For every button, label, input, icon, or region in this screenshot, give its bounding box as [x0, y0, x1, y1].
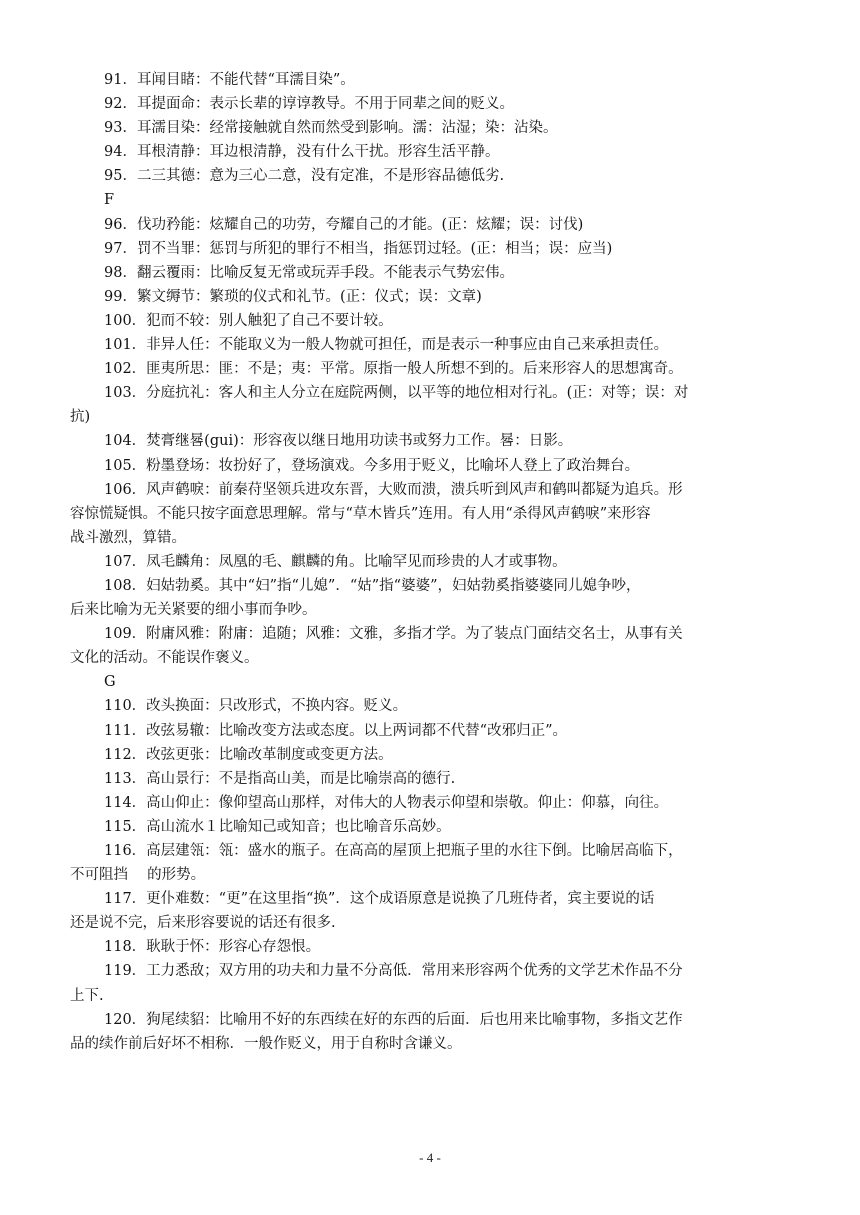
- entry-continuation-line: 战斗激烈，算错。: [70, 529, 186, 546]
- entry-line: 100．犯而不较：别人触犯了自己不要计较。: [104, 312, 393, 329]
- entry-line: 112．改弦更张：比喻改革制度或变更方法。: [104, 746, 393, 763]
- entry-line: 93．耳濡目染：经常接触就自然而然受到影响。濡：沾湿；染：沾染。: [104, 120, 558, 137]
- document-body: [70, 68, 792, 1056]
- entry-line: 92．耳提面命：表示长辈的谆谆教导。不用于同辈之间的贬义。: [104, 96, 514, 113]
- entry-line: 117．更仆难数：“更”在这里指“换”．这个成语原意是说换了几班侍者，宾主要说的话: [104, 891, 655, 908]
- entry-line: 97．罚不当罪：惩罚与所犯的罪行不相当，指惩罚过轻。(正：相当；误：应当): [104, 240, 613, 257]
- entry-line: 94．耳根清静：耳边根清静，没有什么干扰。形容生活平静。: [104, 144, 500, 161]
- entry-line: 120．狗尾续貂：比喻用不好的东西续在好的东西的后面．后也用来比喻事物，多指文艺作: [104, 1011, 683, 1028]
- entry-line: 101．非异人任：不能取义为一般人物就可担任，而是表示一种事应由自己来承担责任。: [104, 337, 669, 354]
- entry-line: 111．改弦易辙：比喻改变方法或态度。以上两词都不代替“改邪归正”。: [104, 722, 567, 739]
- entry-line: 108．妇姑勃奚。其中“妇”指“儿媳”．“姑”指“婆婆”，妇姑勃奚指婆婆同儿媳争吵，: [104, 577, 641, 594]
- entry-line: 118．耿耿于怀：形容心存怨恨。: [104, 939, 321, 956]
- entry-line: 119．工力悉敌；双方用的功夫和力量不分高低．常用来形容两个优秀的文学艺术作品不分: [104, 963, 683, 980]
- entry-line: 95．二三其德：意为三心二意，没有定准，不是形容品德低劣.: [104, 168, 505, 185]
- entry-line: 91．耳闻目睹：不能代替“耳濡目染”。: [104, 72, 355, 88]
- entry-line: 104．焚膏继晷(gui)：形容夜以继日地用功读书或努力工作。晷：日影。: [104, 433, 573, 450]
- entry-continuation-line: 上下.: [70, 987, 104, 1004]
- entry-line: 96．伐功矜能：炫耀自己的功劳，夸耀自己的才能。(正：炫耀；误：讨伐): [104, 216, 584, 233]
- entry-continuation-line: 抗): [70, 409, 91, 426]
- entry-continuation-line: 品的续作前后好坏不相称．一般作贬义，用于自称时含谦义。: [70, 1035, 462, 1052]
- entry-line: 115．高山流水１比喻知己或知音；也比喻音乐高妙。: [104, 818, 451, 835]
- page-number: - 4 -: [419, 1150, 441, 1165]
- entry-line: 106．风声鹤唳：前秦苻坚领兵进攻东晋，大败而溃，溃兵听到风声和鹤叫都疑为追兵。形: [104, 481, 683, 498]
- entry-continuation-line: 后来比喻为无关紧要的细小事而争吵。: [70, 602, 317, 619]
- section-letter: G: [104, 674, 116, 691]
- entry-line: 99．繁文缛节：繁琐的仪式和礼节。(正：仪式；误：文章): [104, 288, 482, 305]
- entry-continuation-line: 文化的活动。不能误作褒义。: [70, 650, 259, 667]
- entry-line: 116．高层建瓴：瓴：盛水的瓶子。在高高的屋顶上把瓶子里的水往下倒。比喻居高临下，: [104, 843, 683, 859]
- entry-line: 102．匪夷所思：匪：不是；夷：平常。原指一般人所想不到的。后来形容人的思想寓奇。: [104, 361, 683, 378]
- entry-continuation-line: 还是说不完，后来形容要说的话还有很多.: [70, 915, 336, 932]
- entry-line: 98．翻云覆雨：比喻反复无常或玩弄手段。不能表示气势宏伟。: [104, 264, 514, 281]
- entry-line: 103．分庭抗礼：客人和主人分立在庭院两侧，以平等的地位相对行礼。(正：对等；误：对: [104, 385, 689, 402]
- entry-line: 105．粉墨登场：妆扮好了，登场演戏。今多用于贬义，比喻坏人登上了政治舞台。: [104, 457, 640, 474]
- entry-line: 114．高山仰止：像仰望高山那样，对伟大的人物表示仰望和崇敬。仰止：仰慕，向往。: [104, 794, 669, 811]
- entry-line: 113．高山景行：不是指高山美，而是比喻崇高的德行.: [104, 770, 456, 787]
- entry-line: 109．附庸风雅：附庸：追随；风雅：文雅，多指才学。为了装点门面结交名士，从事有关: [104, 626, 683, 643]
- section-letter: F: [104, 192, 115, 209]
- entry-line: 107．凤毛麟角：凤凰的毛、麒麟的角。比喻罕见而珍贵的人才或事物。: [104, 553, 567, 570]
- entry-continuation-line: 不可阻挡 的形势。: [70, 867, 206, 884]
- entry-continuation-line: 容惊慌疑惧。不能只按字面意思理解。常与“草木皆兵”连用。有人用“杀得风声鹤唳”来形容: [70, 505, 651, 522]
- entry-line: 110．改头换面：只改形式，不换内容。贬义。: [104, 698, 408, 715]
